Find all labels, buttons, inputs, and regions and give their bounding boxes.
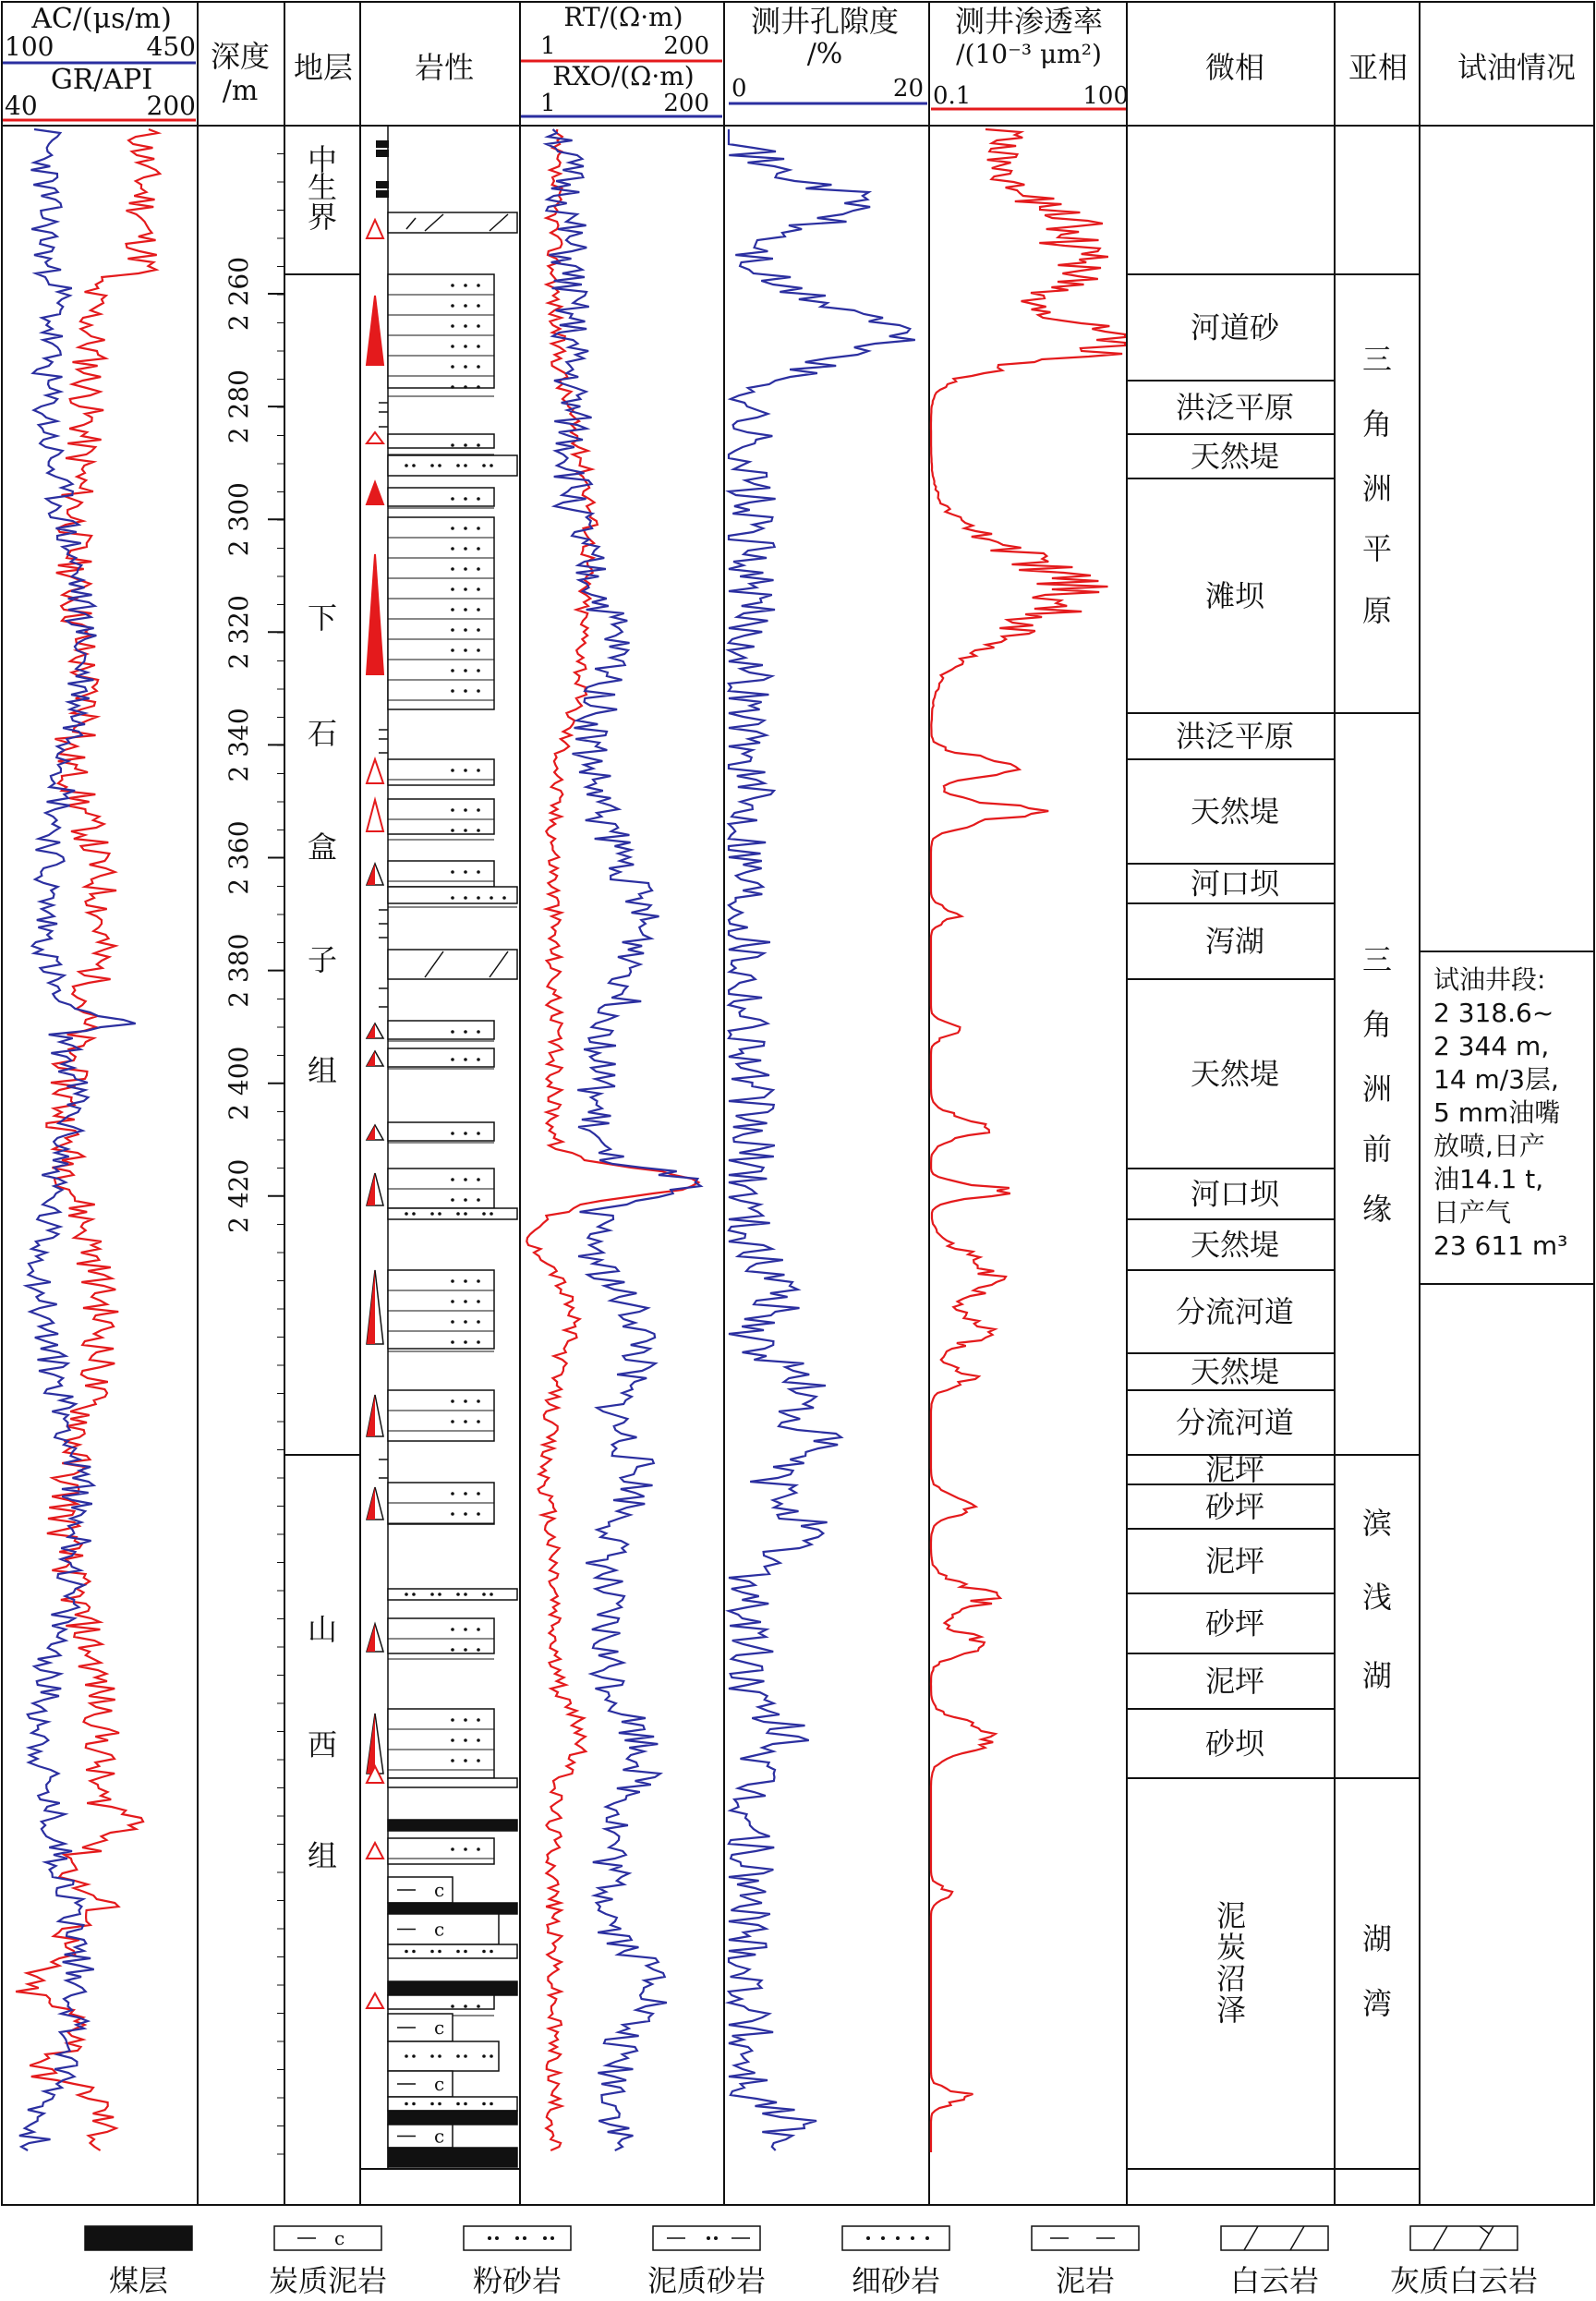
svg-text:c: c <box>434 1918 445 1941</box>
legend-swatch-coal <box>85 2226 192 2250</box>
svg-text:c: c <box>434 2125 445 2148</box>
microfacies-label: 泥坪 <box>1204 1544 1265 1579</box>
subfacies-char: 缘 <box>1361 1192 1393 1227</box>
resistivity-track <box>526 129 700 2150</box>
litho-bed <box>388 1838 494 1864</box>
depth-tick-label: 2 280 <box>224 369 254 444</box>
subfacies-column <box>1335 274 1420 2021</box>
subfacies-char: 角 <box>1361 1007 1393 1042</box>
litho-bed <box>388 274 494 388</box>
depth-tick-label: 2 300 <box>224 482 254 557</box>
subfacies-label: 亚相 <box>1348 50 1409 85</box>
litho-bed <box>388 1903 517 1914</box>
microfacies-label: 泥坪 <box>1204 1664 1265 1699</box>
strata-column <box>284 142 360 1873</box>
gr-min: 40 <box>5 91 38 121</box>
depth-label-2: /m <box>222 75 259 107</box>
legend-swatch-carb <box>274 2226 381 2250</box>
legend-label-fine: 细砂岩 <box>851 2263 941 2298</box>
test-label: 试油情况 <box>1457 50 1577 85</box>
microfacies-label: 天然堤 <box>1190 1354 1280 1389</box>
legend-label-muddysand: 泥质砂岩 <box>647 2263 767 2298</box>
legend-label-mud: 泥岩 <box>1055 2263 1116 2298</box>
microfacies-label: 砂坝 <box>1204 1726 1265 1762</box>
svg-text:c: c <box>434 1879 445 1901</box>
litho-bed <box>388 1048 494 1067</box>
litho-bed <box>388 1122 494 1141</box>
depth-tick-label: 2 340 <box>224 708 254 782</box>
lithology-legend <box>85 2226 1538 2298</box>
legend-label-dolo: 白云岩 <box>1229 2263 1320 2298</box>
porosity-label-2: /% <box>806 38 843 70</box>
microfacies-label: 天然堤 <box>1190 1056 1280 1092</box>
stratum-char: 组 <box>307 1053 338 1088</box>
perm-label-1: 测井渗透率 <box>954 4 1104 39</box>
depth-axis <box>224 126 284 2154</box>
subfacies-char: 滨 <box>1361 1506 1393 1541</box>
test-info-line: 2 318.6~ <box>1433 998 1554 1028</box>
subfacies-char: 湾 <box>1361 1986 1393 2021</box>
microfacies-column <box>1127 274 1335 2169</box>
subfacies-char: 前 <box>1361 1132 1393 1167</box>
porosity-max: 20 <box>892 75 924 103</box>
legend-label-coal: 煤层 <box>108 2263 169 2298</box>
legend-label-silt: 粉砂岩 <box>472 2263 562 2298</box>
lithology-column <box>360 126 517 2169</box>
microfacies-label: 泥坪 <box>1204 1452 1265 1487</box>
stratum-char: 中 <box>307 142 338 177</box>
rt-curve <box>526 129 698 2150</box>
subfacies-char: 湖 <box>1361 1921 1393 1956</box>
litho-bed <box>388 517 494 709</box>
microfacies-label: 洪泛平原 <box>1175 390 1295 425</box>
microfacies-char: 泥 <box>1215 1898 1247 1933</box>
rxo-min: 1 <box>540 90 556 117</box>
litho-bed <box>388 759 494 785</box>
ac-gr-track <box>16 129 160 2150</box>
rt-max: 200 <box>663 32 709 60</box>
microfacies-label: 分流河道 <box>1175 1294 1295 1329</box>
microfacies-label: 滩坝 <box>1204 578 1265 613</box>
gr-label: GR/API <box>50 64 153 96</box>
depth-tick-label: 2 380 <box>224 933 254 1008</box>
stratum-char: 生 <box>307 170 338 205</box>
test-info-box <box>1420 951 1594 1284</box>
perm-min: 0.1 <box>933 82 972 110</box>
test-info-line: 2 344 m, <box>1433 1031 1550 1061</box>
porosity-min: 0 <box>732 75 747 103</box>
depth-tick-label: 2 420 <box>224 1158 254 1233</box>
test-info-line: 23 611 m³ <box>1433 1230 1568 1261</box>
rt-min: 1 <box>540 32 556 60</box>
ac-label: AC/(μs/m) <box>31 3 172 35</box>
microfacies-label: 微相 <box>1204 50 1265 85</box>
depth-tick-label: 2 320 <box>224 595 254 670</box>
litho-bed <box>388 861 494 887</box>
litho-bed <box>388 1820 517 1831</box>
test-info-line: 日产气 <box>1433 1197 1512 1228</box>
subfacies-char: 洲 <box>1361 1072 1393 1107</box>
stratum-char: 下 <box>307 600 338 636</box>
stratum-char: 石 <box>307 716 338 751</box>
subfacies-char: 湖 <box>1361 1658 1393 1693</box>
stratum-char: 界 <box>307 200 338 235</box>
litho-bed <box>388 1778 517 1787</box>
litho-bed <box>388 2111 517 2125</box>
depth-tick-label: 2 360 <box>224 820 254 895</box>
stratum-char: 西 <box>307 1727 338 1762</box>
microfacies-char: 炭 <box>1215 1930 1247 1965</box>
depth-tick-label: 2 260 <box>224 256 254 332</box>
litho-bed <box>388 2041 499 2071</box>
stratum-char: 山 <box>307 1612 338 1647</box>
gr-curve <box>16 129 160 2150</box>
rt-label: RT/(Ω·m) <box>563 2 683 32</box>
microfacies-label: 砂坪 <box>1204 1489 1265 1524</box>
microfacies-label: 河口坝 <box>1190 1176 1280 1212</box>
microfacies-char: 沼 <box>1215 1961 1247 1996</box>
legend-swatch-dolo <box>1221 2226 1328 2250</box>
porosity-track <box>729 129 915 2150</box>
ac-curve <box>19 129 136 2150</box>
strata-label: 地层 <box>293 50 354 85</box>
depth-label-1: 深度 <box>210 39 271 74</box>
subfacies-char: 三 <box>1361 342 1393 377</box>
porosity-curve <box>729 129 915 2150</box>
permeability-curve <box>931 129 1125 2152</box>
microfacies-label: 泻湖 <box>1204 924 1265 959</box>
svg-text:c: c <box>434 2016 445 2039</box>
subfacies-char: 角 <box>1361 406 1393 442</box>
perm-max: 100 <box>1082 82 1129 110</box>
subfacies-char: 原 <box>1361 593 1393 628</box>
microfacies-label: 分流河道 <box>1175 1405 1295 1440</box>
perm-label-2: /(10⁻³ μm²) <box>956 39 1102 69</box>
litho-bed <box>388 950 517 979</box>
legend-label-carb: 炭质泥岩 <box>268 2263 388 2298</box>
subfacies-char: 三 <box>1361 942 1393 977</box>
microfacies-label: 河口坝 <box>1190 866 1280 902</box>
permeability-track <box>931 129 1125 2152</box>
litho-label: 岩性 <box>414 50 475 85</box>
microfacies-label: 天然堤 <box>1190 1227 1280 1263</box>
rxo-label: RXO/(Ω·m) <box>552 61 695 91</box>
microfacies-label: 河道砂 <box>1190 309 1280 345</box>
microfacies-label: 砂坪 <box>1204 1605 1265 1641</box>
stratum-char: 子 <box>307 942 338 977</box>
litho-bed <box>388 488 494 506</box>
subfacies-char: 浅 <box>1361 1580 1393 1615</box>
test-info-line: 试油井段: <box>1433 964 1546 995</box>
ac-min: 100 <box>5 31 54 62</box>
porosity-label-1: 测井孔隙度 <box>750 4 900 39</box>
litho-bed <box>388 887 517 903</box>
stratum-char: 组 <box>307 1838 338 1873</box>
microfacies-label: 洪泛平原 <box>1175 719 1295 754</box>
test-info-line: 放喷,日产 <box>1433 1131 1545 1161</box>
microfacies-label: 天然堤 <box>1190 793 1280 830</box>
test-info-line: 油14.1 t, <box>1433 1164 1544 1194</box>
rxo-max: 200 <box>663 90 709 117</box>
litho-bed <box>388 1021 494 1039</box>
microfacies-label: 天然堤 <box>1190 439 1280 474</box>
depth-tick-label: 2 400 <box>224 1046 254 1120</box>
svg-text:c: c <box>334 2227 345 2249</box>
subfacies-char: 洲 <box>1361 471 1393 506</box>
header <box>3 2 1576 121</box>
litho-bed <box>388 2148 517 2167</box>
test-info-line: 14 m/3层, <box>1433 1064 1559 1095</box>
subfacies-char: 平 <box>1361 531 1393 566</box>
svg-text:c: c <box>434 2073 445 2095</box>
microfacies-char: 泽 <box>1215 1992 1247 2028</box>
stratum-char: 盒 <box>307 830 338 865</box>
legend-swatch-mud <box>1032 2226 1139 2250</box>
litho-bed <box>388 1981 517 1995</box>
legend-swatch-limedolo <box>1410 2226 1517 2250</box>
legend-label-limedolo: 灰质白云岩 <box>1389 2263 1539 2298</box>
gr-max: 200 <box>146 91 196 121</box>
ac-max: 450 <box>146 31 196 62</box>
test-info-line: 5 mm油嘴 <box>1433 1097 1561 1128</box>
litho-bed <box>388 1390 494 1441</box>
